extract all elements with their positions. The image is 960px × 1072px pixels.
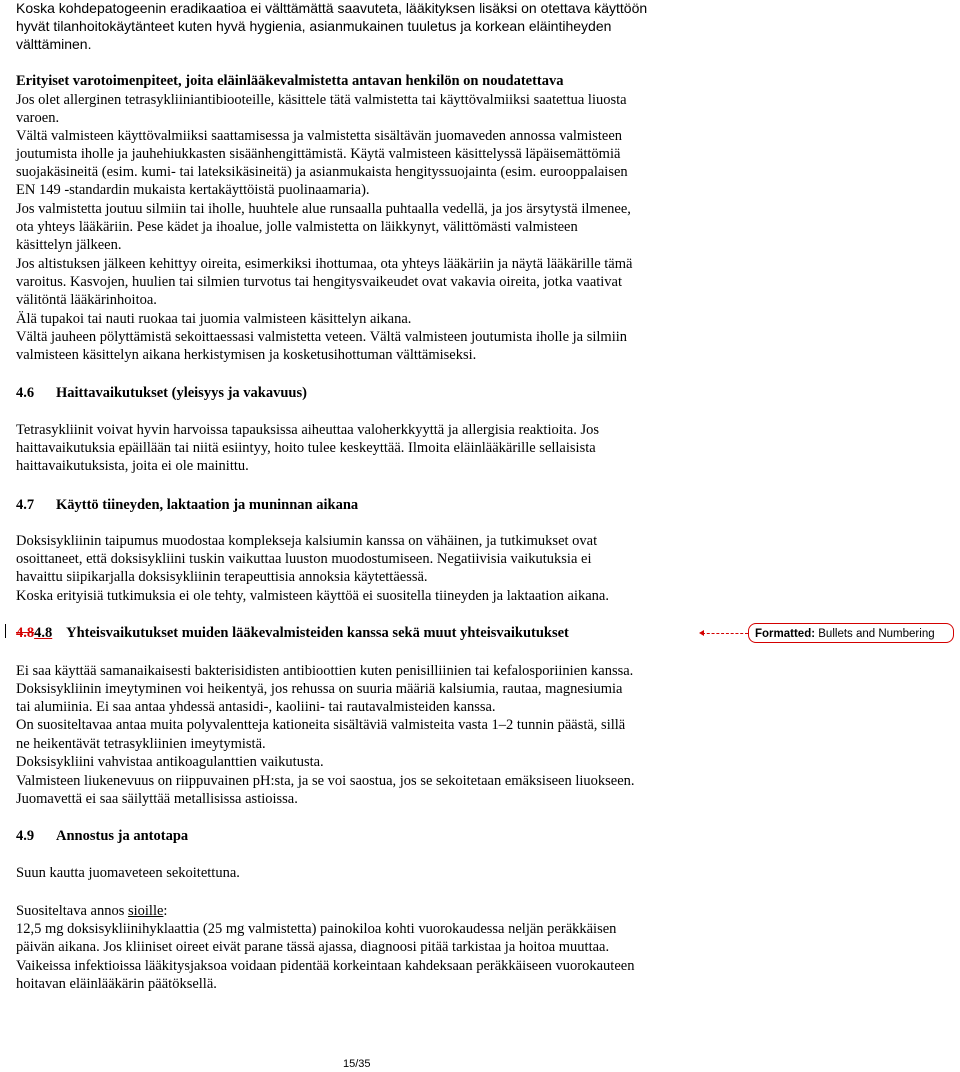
paragraph-line: Jos olet allerginen tetrasykliiniantibiooteille, käsittele tätä valmistetta tai käyttövalmiiksi saatettua liuosta: [16, 92, 627, 108]
section-number: 4.6: [16, 385, 35, 401]
section-heading-4-9: [16, 827, 716, 845]
paragraph-line: haittavaikutuksia epäillään tai niitä esiintyy, hoito tulee keskeyttää. Ilmoita eläinlääkärille sellaisista: [16, 440, 596, 456]
paragraph-line: Jos valmistetta joutuu silmiin tai iholle, huuhtele alue runsaalla puhtaalla vedellä, ja jos ärsytystä ilmenee,: [16, 201, 631, 217]
intro-line: hyvät tilanhoitokäytänteet kuten hyvä hygienia, asianmukainen tuuletus ja korkean eläintiheyden: [16, 18, 612, 34]
paragraph-line: päivän aikana. Jos kliiniset oireet eivät parane tässä ajassa, diagnoosi pitää tarkistaa ja hoitoa muuttaa.: [16, 939, 610, 955]
paragraph-line: välitöntä lääkärinhoitoa.: [16, 292, 157, 308]
section-heading-4-6: [16, 384, 716, 402]
page-number: 15/35: [343, 1058, 371, 1070]
paragraph-line: käsittelyn jälkeen.: [16, 237, 122, 253]
section-number: 4.9: [16, 828, 35, 844]
section-title: Haittavaikutukset (yleisyys ja vakavuus): [56, 385, 307, 401]
formatting-comment-balloon[interactable]: [748, 623, 954, 643]
section-heading-4-7: [16, 496, 716, 514]
paragraph-line: Doksisykliinin imeytyminen voi heikentyä, jos rehussa on suuria määriä kalsiumia, rautaa, magnesiumia: [16, 681, 623, 697]
section-number: 4.7: [16, 497, 35, 513]
paragraph-line: valmisteen käsittelyn aikana herkistymisen ja kosketusihottuman välttämiseksi.: [16, 347, 477, 363]
paragraph-line: Valmisteen liukenevuus on riippuvainen pH:sta, ja se voi saostua, jos se sekoitetaan emäksiseen liuokseen.: [16, 773, 635, 789]
paragraph-line: Tetrasykliinit voivat hyvin harvoissa tapauksissa aiheuttaa valoherkkyyttä ja allergisia reaktioita. Jos: [16, 422, 599, 438]
paragraph-line: Vältä jauheen pölyttämistä sekoittaessasi valmistetta veteen. Vältä valmisteen joutumista iholle ja silmiin: [16, 329, 628, 345]
paragraph-line: Ei saa käyttää samanaikaisesti bakterisidisten antibioottien kuten penisilliinien tai kefalosporiinien kanssa.: [16, 663, 634, 679]
paragraph-line: On suositeltavaa antaa muita polyvalentteja kationeita sisältäviä valmisteita vasta 1–2 tunnin päästä, sillä: [16, 717, 626, 733]
paragraph-line: varoen.: [16, 110, 60, 126]
paragraph-line: Älä tupakoi tai nauti ruokaa tai juomia valmisteen käsittelyn aikana.: [16, 311, 412, 327]
paragraph-line: Juomavettä ei saa säilyttää metallisissa astioissa.: [16, 791, 298, 807]
paragraph-line: Koska erityisiä tutkimuksia ei ole tehty, valmisteen käyttöä ei suositella tiineyden ja laktaation aikana.: [16, 588, 609, 604]
section-title: Käyttö tiineyden, laktaation ja muninnan aikana: [56, 497, 359, 513]
paragraph-line: Doksisykliini vahvistaa antikoagulanttien vaikutusta.: [16, 754, 324, 770]
intro-line: Koska kohdepatogeenin eradikaatioa ei välttämättä saavuteta, lääkityksen lisäksi on otettava käyttöön: [16, 0, 648, 16]
paragraph-line: haittavaikutuksista, joita ei ole mainittu.: [16, 458, 249, 474]
paragraph-line: Suun kautta juomaveteen sekoitettuna.: [16, 865, 240, 881]
paragraph-line: ota yhteys lääkäriin. Pese kädet ja ihoalue, jolle valmistetta on läikkynyt, välittömästi valmisteen: [16, 219, 578, 235]
paragraph-line: suojakäsineitä (esim. kumi- tai lateksikäsineitä) ja asianmukaista hengityssuojainta (esim. eurooppalaisen: [16, 164, 628, 180]
paragraph-line: ne heikentävät tetrasykliinien imeytymistä.: [16, 736, 266, 752]
paragraph-line: Vältä valmisteen käyttövalmiiksi saattamisessa ja valmistetta sisältävän juomaveden annossa valmisteen: [16, 128, 623, 144]
paragraph-line: joutumista iholle ja jauhehiukkasten sisäänhengittämistä. Käytä valmisteen käsittelyssä läpäisemättömiä: [16, 146, 621, 162]
paragraph-line: EN 149 -standardin mukaista kertakäyttöistä puolinaamaria).: [16, 182, 370, 198]
change-bar: [5, 624, 6, 638]
section-title: Yhteisvaikutukset muiden lääkevalmisteiden kanssa sekä muut yhteisvaikutukset: [66, 625, 569, 641]
paragraph-line: hoitavan eläinlääkärin päätöksellä.: [16, 976, 217, 992]
paragraph-line: osoittaneet, että doksisykliini tuskin vaikuttaa luuston muodostumiseen. Negatiivisia vaikutuksia ei: [16, 551, 592, 567]
dose-heading: [16, 902, 716, 920]
paragraph-line: Vaikeissa infektioissa lääkitysjaksoa voidaan pidentää korkeintaan kahdeksaan peräkkäiseen vuorokauteen: [16, 958, 635, 974]
precautions-heading: Erityiset varotoimenpiteet, joita eläinlääkevalmistetta antavan henkilön on noudatettava: [16, 73, 564, 89]
dose-prefix: Suositeltava annos: [16, 903, 128, 919]
paragraph-line: varoitus. Kasvojen, huulien tai silmien turvotus tai hengitysvaikeudet ovat vakavia oireita, jotka vaativat: [16, 274, 623, 290]
dose-suffix: :: [163, 903, 168, 919]
deleted-section-number: 4.8: [16, 625, 35, 641]
dose-species: sioille: [127, 903, 164, 919]
comment-text: Bullets and Numbering: [818, 628, 935, 640]
paragraph-line: Doksisykliinin taipumus muodostaa komplekseja kalsiumin kanssa on vähäinen, ja tutkimukset ovat: [16, 533, 598, 549]
section-title: Annostus ja antotapa: [56, 828, 189, 844]
paragraph-line: tai alumiinia. Ei saa antaa yhdessä antasidi-, kaoliini- tai rautavalmisteiden kanssa.: [16, 699, 496, 715]
section-heading-4-8: [16, 624, 716, 642]
paragraph-line: 12,5 mg doksisykliinihyklaattia (25 mg valmistetta) painokiloa kohti vuorokaudessa neljän peräkkäisen: [16, 921, 617, 937]
comment-connector: [702, 633, 748, 634]
intro-line: välttäminen.: [16, 36, 92, 52]
comment-label: Formatted:: [755, 628, 816, 640]
inserted-section-number: 4.8: [34, 625, 53, 641]
paragraph-line: havaittu siipikarjalla doksisykliinin terapeuttisia annoksia käytettäessä.: [16, 569, 428, 585]
paragraph-line: Jos altistuksen jälkeen kehittyy oireita, esimerkiksi ihottumaa, ota yhteys lääkäriin ja näytä lääkärille tämä: [16, 256, 633, 272]
